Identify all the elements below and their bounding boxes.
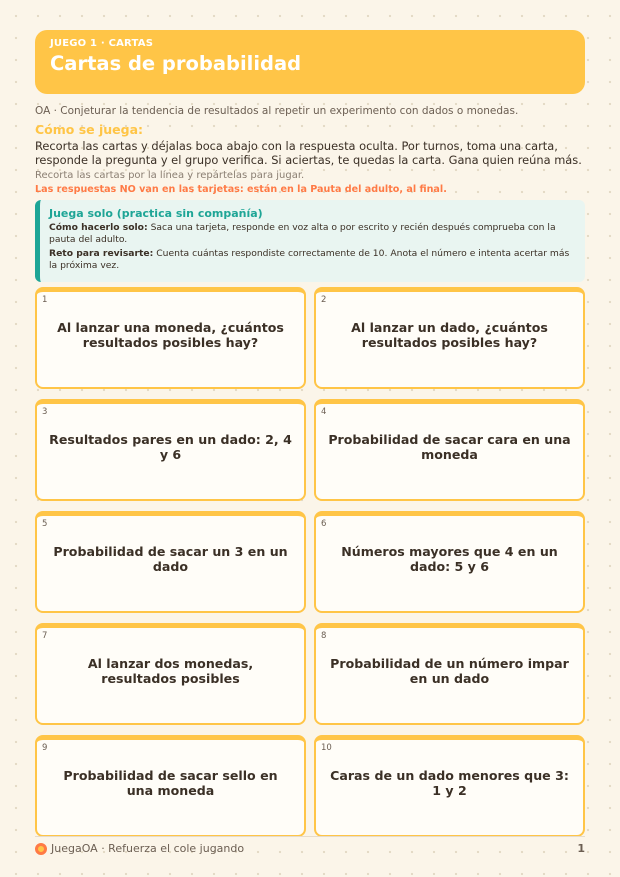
card-text: Al lanzar una moneda, ¿cuántos resultados posibles hay? (57, 320, 284, 350)
card-text: Al lanzar dos monedas, resultados posibles (87, 656, 254, 686)
card-text: Probabilidad de sacar un 3 en un dado (53, 544, 288, 574)
card-number: 9 (42, 743, 48, 753)
card-number: 1 (42, 295, 48, 305)
card (314, 735, 585, 837)
solo-check-text: Cuenta cuántas respondiste correctamente de 10. Anota el número e intenta acertar más la próxima vez. (49, 248, 570, 271)
card (35, 735, 306, 837)
card-number: 2 (321, 295, 327, 305)
cut-note: Recorta las cartas por la línea y repártelas para jugar. (35, 170, 305, 181)
card-text: Caras de un dado menores que 3: 1 y 2 (330, 768, 569, 798)
solo-how-line (49, 222, 573, 246)
card-text: Al lanzar un dado, ¿cuántos resultados posibles hay? (351, 320, 548, 350)
game-kicker: JUEGO 1 · CARTAS (50, 38, 154, 49)
card-text: Números mayores que 4 en un dado: 5 y 6 (341, 544, 558, 574)
how-to-play-text: Recorta las cartas y déjalas boca abajo con la respuesta oculta. Por turnos, toma una carta, responde la pregunta y el grupo verifica. Si aciertas, te quedas la carta. Gana quien reúna más. (35, 139, 582, 167)
brand-logo-icon (35, 843, 47, 855)
card-number: 10 (321, 743, 332, 753)
footer (35, 836, 585, 865)
learning-objective: OA · Conjeturar la tendencia de resultados al repetir un experimento con dados o monedas. (35, 105, 519, 117)
solo-check-label: Reto para revisarte: (49, 248, 154, 259)
card-number: 6 (321, 519, 327, 529)
cards-grid (35, 287, 585, 837)
card-number: 5 (42, 519, 48, 529)
card (35, 511, 306, 613)
card (35, 399, 306, 501)
card-number: 8 (321, 631, 327, 641)
card-text: Probabilidad de sacar sello en una moneda (63, 768, 278, 798)
page-title: Cartas de probabilidad (50, 52, 302, 75)
card-number: 7 (42, 631, 48, 641)
how-to-play-heading: Cómo se juega: (35, 122, 144, 137)
solo-how-text: Saca una tarjeta, responde en voz alta o por escrito y recién después comprueba con la pauta del adulto. (49, 222, 556, 245)
solo-play-heading: Juega solo (practica sin compañía) (49, 207, 263, 220)
answers-warning: Las respuestas NO van en las tarjetas: están en la Pauta del adulto, al final. (35, 184, 447, 195)
worksheet-page (35, 30, 585, 798)
header-banner (35, 30, 585, 94)
card-number: 3 (42, 407, 48, 417)
card-text: Probabilidad de sacar cara en una moneda (328, 432, 571, 462)
card-text: Probabilidad de un número impar en un dado (330, 656, 569, 686)
card (314, 511, 585, 613)
page-number: 1 (577, 842, 585, 855)
card-text: Resultados pares en un dado: 2, 4 y 6 (49, 432, 292, 462)
solo-check-line (49, 248, 573, 272)
solo-how-label: Cómo hacerlo solo: (49, 222, 148, 233)
footer-brand: JuegaOA · Refuerza el cole jugando (51, 842, 245, 855)
card (35, 287, 306, 389)
card (314, 623, 585, 725)
solo-play-box (35, 200, 585, 282)
card (314, 399, 585, 501)
card-number: 4 (321, 407, 327, 417)
card (35, 623, 306, 725)
card (314, 287, 585, 389)
